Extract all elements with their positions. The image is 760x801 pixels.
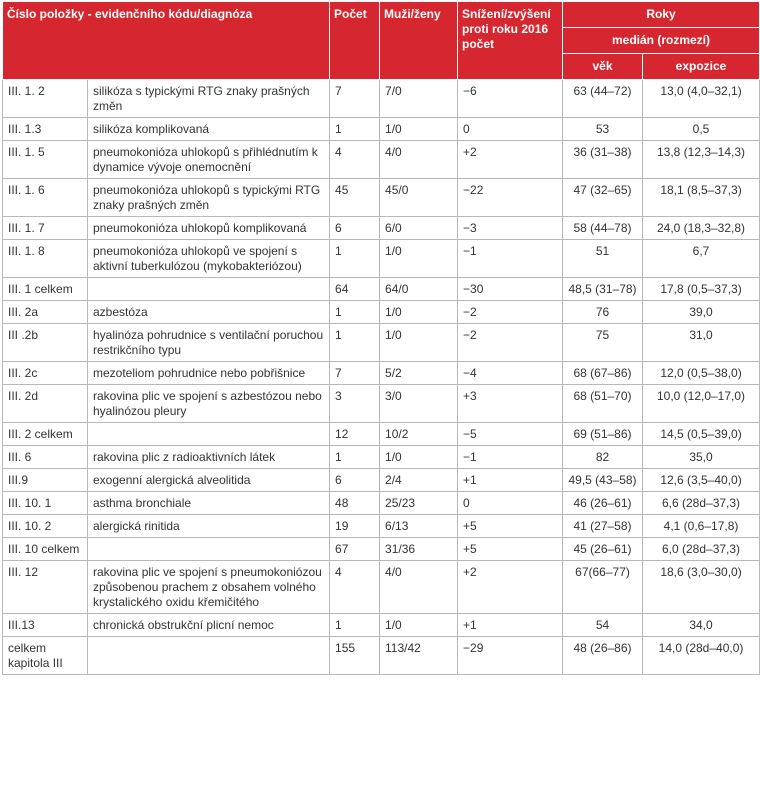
table-row (3, 324, 760, 362)
cell-code: III. 1. 7 (3, 217, 88, 240)
header-count: Počet (330, 2, 380, 80)
table-row (3, 141, 760, 179)
cell-diagnosis: mezoteliom pohrudnice nebo pobřišnice (88, 362, 330, 385)
cell-men-women: 7/0 (380, 80, 458, 118)
cell-exposure: 24,0 (18,3–32,8) (643, 217, 760, 240)
occupational-diseases-table (2, 1, 760, 675)
cell-code: III. 10. 2 (3, 515, 88, 538)
cell-diagnosis: asthma bronchiale (88, 492, 330, 515)
cell-men-women: 1/0 (380, 614, 458, 637)
table-row (3, 385, 760, 423)
cell-men-women: 1/0 (380, 324, 458, 362)
cell-diagnosis: chronická obstrukční plicní nemoc (88, 614, 330, 637)
cell-code: III. 12 (3, 561, 88, 614)
cell-diagnosis: pneumokonióza uhlokopů komplikovaná (88, 217, 330, 240)
cell-age: 49,5 (43–58) (563, 469, 643, 492)
cell-change: +1 (458, 469, 563, 492)
cell-code: III. 1.3 (3, 118, 88, 141)
header-change: Snížení/zvýšení proti roku 2016 počet (458, 2, 563, 80)
cell-code: III. 2a (3, 301, 88, 324)
cell-count: 4 (330, 561, 380, 614)
cell-exposure: 18,6 (3,0–30,0) (643, 561, 760, 614)
cell-age: 48 (26–86) (563, 637, 643, 675)
cell-men-women: 1/0 (380, 446, 458, 469)
cell-diagnosis (88, 278, 330, 301)
cell-age: 68 (67–86) (563, 362, 643, 385)
cell-change: −22 (458, 179, 563, 217)
cell-diagnosis: exogenní alergická alveolitida (88, 469, 330, 492)
cell-count: 1 (330, 301, 380, 324)
cell-diagnosis: silikóza komplikovaná (88, 118, 330, 141)
cell-count: 64 (330, 278, 380, 301)
cell-change: +1 (458, 614, 563, 637)
cell-age: 63 (44–72) (563, 80, 643, 118)
cell-change: +5 (458, 538, 563, 561)
cell-count: 1 (330, 240, 380, 278)
cell-change: −4 (458, 362, 563, 385)
cell-men-women: 2/4 (380, 469, 458, 492)
table-row (3, 561, 760, 614)
header-median: medián (rozmezí) (563, 28, 760, 54)
table-row (3, 278, 760, 301)
cell-diagnosis: alergická rinitida (88, 515, 330, 538)
cell-exposure: 12,0 (0,5–38,0) (643, 362, 760, 385)
cell-code: III. 1. 8 (3, 240, 88, 278)
header-exposure: expozice (643, 54, 760, 80)
table-row (3, 469, 760, 492)
cell-change: 0 (458, 118, 563, 141)
cell-diagnosis: silikóza s typickými RTG znaky prašných změn (88, 80, 330, 118)
table-header (3, 2, 760, 80)
table-row (3, 515, 760, 538)
cell-men-women: 4/0 (380, 141, 458, 179)
cell-men-women: 6/0 (380, 217, 458, 240)
cell-diagnosis (88, 423, 330, 446)
cell-age: 69 (51–86) (563, 423, 643, 446)
cell-men-women: 1/0 (380, 240, 458, 278)
cell-change: −6 (458, 80, 563, 118)
cell-change: −30 (458, 278, 563, 301)
table-row (3, 80, 760, 118)
cell-age: 58 (44–78) (563, 217, 643, 240)
cell-diagnosis (88, 538, 330, 561)
cell-age: 47 (32–65) (563, 179, 643, 217)
cell-count: 48 (330, 492, 380, 515)
cell-diagnosis: pneumokonióza uhlokopů s typickými RTG znaky prašných změn (88, 179, 330, 217)
cell-exposure: 17,8 (0,5–37,3) (643, 278, 760, 301)
table-row (3, 301, 760, 324)
cell-change: −5 (458, 423, 563, 446)
cell-count: 12 (330, 423, 380, 446)
cell-diagnosis: pneumokonióza uhlokopů ve spojení s aktivní tuberkulózou (mykobakteriózou) (88, 240, 330, 278)
cell-code: III. 10. 1 (3, 492, 88, 515)
cell-change: 0 (458, 492, 563, 515)
cell-change: +3 (458, 385, 563, 423)
cell-code: III. 1 celkem (3, 278, 88, 301)
cell-age: 67(66–77) (563, 561, 643, 614)
cell-men-women: 113/42 (380, 637, 458, 675)
cell-age: 76 (563, 301, 643, 324)
cell-diagnosis: hyalinóza pohrudnice s ventilační poruchou restrikčního typu (88, 324, 330, 362)
cell-exposure: 31,0 (643, 324, 760, 362)
table-row (3, 538, 760, 561)
table-body (3, 80, 760, 675)
cell-code: III. 1. 5 (3, 141, 88, 179)
cell-change: +5 (458, 515, 563, 538)
cell-exposure: 0,5 (643, 118, 760, 141)
cell-code: celkem kapitola III (3, 637, 88, 675)
cell-change: +2 (458, 561, 563, 614)
table-row (3, 637, 760, 675)
cell-code: III.13 (3, 614, 88, 637)
cell-age: 36 (31–38) (563, 141, 643, 179)
cell-code: III. 10 celkem (3, 538, 88, 561)
cell-count: 3 (330, 385, 380, 423)
cell-code: III.9 (3, 469, 88, 492)
cell-diagnosis: pneumokonióza uhlokopů s přihlédnutím k dynamice vývoje onemocnění (88, 141, 330, 179)
cell-exposure: 35,0 (643, 446, 760, 469)
cell-exposure: 39,0 (643, 301, 760, 324)
table-row (3, 614, 760, 637)
cell-exposure: 6,0 (28d–37,3) (643, 538, 760, 561)
cell-exposure: 34,0 (643, 614, 760, 637)
cell-men-women: 5/2 (380, 362, 458, 385)
cell-code: III. 1. 2 (3, 80, 88, 118)
cell-exposure: 12,6 (3,5–40,0) (643, 469, 760, 492)
cell-age: 48,5 (31–78) (563, 278, 643, 301)
header-men-women: Muži/ženy (380, 2, 458, 80)
cell-change: −1 (458, 240, 563, 278)
cell-men-women: 1/0 (380, 118, 458, 141)
cell-exposure: 4,1 (0,6–17,8) (643, 515, 760, 538)
cell-men-women: 1/0 (380, 301, 458, 324)
cell-count: 1 (330, 614, 380, 637)
cell-count: 4 (330, 141, 380, 179)
cell-change: +2 (458, 141, 563, 179)
cell-change: −2 (458, 301, 563, 324)
cell-count: 1 (330, 446, 380, 469)
cell-count: 6 (330, 469, 380, 492)
cell-code: III. 2c (3, 362, 88, 385)
cell-diagnosis (88, 637, 330, 675)
cell-change: −2 (458, 324, 563, 362)
cell-code: III .2b (3, 324, 88, 362)
cell-change: −29 (458, 637, 563, 675)
cell-men-women: 10/2 (380, 423, 458, 446)
cell-code: III. 1. 6 (3, 179, 88, 217)
cell-men-women: 45/0 (380, 179, 458, 217)
cell-code: III. 2d (3, 385, 88, 423)
header-age: věk (563, 54, 643, 80)
cell-men-women: 3/0 (380, 385, 458, 423)
cell-age: 68 (51–70) (563, 385, 643, 423)
header-item: Číslo položky - evidenčního kódu/diagnóza (3, 2, 330, 80)
cell-exposure: 6,7 (643, 240, 760, 278)
cell-exposure: 14,0 (28d–40,0) (643, 637, 760, 675)
cell-diagnosis: rakovina plic ve spojení s pneumokoniózou způsobenou prachem z obsahem volného krystalického oxidu křemičitého (88, 561, 330, 614)
table-row (3, 217, 760, 240)
cell-code: III. 2 celkem (3, 423, 88, 446)
cell-men-women: 64/0 (380, 278, 458, 301)
cell-count: 6 (330, 217, 380, 240)
cell-diagnosis: rakovina plic z radioaktivních látek (88, 446, 330, 469)
cell-count: 7 (330, 80, 380, 118)
cell-exposure: 13,0 (4,0–32,1) (643, 80, 760, 118)
cell-men-women: 25/23 (380, 492, 458, 515)
table-row (3, 240, 760, 278)
header-years: Roky (563, 2, 760, 28)
cell-exposure: 13,8 (12,3–14,3) (643, 141, 760, 179)
cell-count: 155 (330, 637, 380, 675)
cell-diagnosis: rakovina plic ve spojení s azbestózou nebo hyalinózou pleury (88, 385, 330, 423)
cell-age: 53 (563, 118, 643, 141)
cell-count: 7 (330, 362, 380, 385)
cell-count: 45 (330, 179, 380, 217)
cell-age: 54 (563, 614, 643, 637)
table-row (3, 179, 760, 217)
table-row (3, 446, 760, 469)
cell-age: 51 (563, 240, 643, 278)
cell-age: 75 (563, 324, 643, 362)
cell-age: 45 (26–61) (563, 538, 643, 561)
cell-exposure: 18,1 (8,5–37,3) (643, 179, 760, 217)
cell-change: −1 (458, 446, 563, 469)
cell-count: 19 (330, 515, 380, 538)
cell-code: III. 6 (3, 446, 88, 469)
cell-count: 1 (330, 118, 380, 141)
cell-age: 82 (563, 446, 643, 469)
cell-men-women: 6/13 (380, 515, 458, 538)
table-row (3, 492, 760, 515)
cell-exposure: 10,0 (12,0–17,0) (643, 385, 760, 423)
cell-age: 41 (27–58) (563, 515, 643, 538)
cell-exposure: 14,5 (0,5–39,0) (643, 423, 760, 446)
table-row (3, 362, 760, 385)
cell-men-women: 31/36 (380, 538, 458, 561)
table-row (3, 118, 760, 141)
cell-exposure: 6,6 (28d–37,3) (643, 492, 760, 515)
cell-age: 46 (26–61) (563, 492, 643, 515)
cell-diagnosis: azbestóza (88, 301, 330, 324)
cell-men-women: 4/0 (380, 561, 458, 614)
cell-count: 67 (330, 538, 380, 561)
cell-change: −3 (458, 217, 563, 240)
cell-count: 1 (330, 324, 380, 362)
table-row (3, 423, 760, 446)
